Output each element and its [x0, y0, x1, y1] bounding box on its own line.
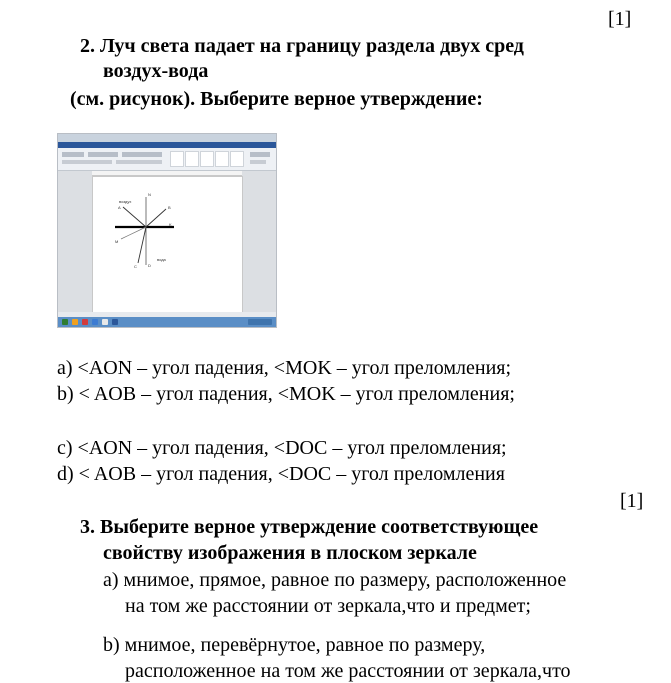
option-2d: d) < AOB – угол падения, <DOC – угол преломления: [57, 463, 505, 485]
thumb-titlebar: [58, 134, 276, 142]
point-label-k: K: [169, 222, 172, 227]
question-2-title-line2: воздух-вода: [103, 60, 209, 82]
thumb-document-page: [92, 176, 243, 318]
point-label-a: A: [118, 205, 121, 210]
point-label-m: M: [115, 239, 119, 244]
question-2-title-line1: 2. Луч света падает на границу раздела двух сред: [80, 35, 524, 57]
option-3b-line1: b) мнимое, перевёрнутое, равное по размеру,: [103, 634, 486, 656]
point-label-d: D: [148, 263, 151, 268]
score-mark-q2: [1]: [608, 8, 632, 30]
refracted-ray: [138, 227, 146, 263]
option-3a-line2: на том же расстоянии от зеркала,что и предмет;: [125, 595, 531, 617]
reflected-ray: [146, 209, 166, 227]
label-air: воздух: [119, 199, 132, 204]
option-2a: a) <AON – угол падения, <MOK – угол преломления;: [57, 357, 512, 379]
question-2-title-line3: (см. рисунок). Выберите верное утверждение:: [70, 88, 483, 110]
option-2c: c) <AON – угол падения, <DOC – угол преломления;: [57, 437, 507, 459]
point-label-n: N: [148, 192, 151, 197]
point-label-b: B: [168, 205, 171, 210]
question-3-title-line2: свойству изображения в плоском зеркале: [103, 542, 477, 564]
secondary-ray: [121, 227, 146, 239]
option-3a-line1: a) мнимое, прямое, равное по размеру, расположенное: [103, 569, 567, 591]
label-water: вода: [157, 257, 166, 262]
refraction-diagram: [93, 177, 244, 319]
option-2b: b) < AOB – угол падения, <MOK – угол преломления;: [57, 383, 515, 405]
incident-ray: [123, 207, 146, 227]
thumb-ribbon: [58, 148, 276, 171]
option-3b-line2: расположенное на том же расстоянии от зеркала,что: [125, 660, 571, 682]
score-mark-q3: [1]: [620, 490, 644, 512]
figure-screenshot: [57, 133, 277, 328]
point-label-c: C: [134, 264, 137, 269]
thumb-taskbar: [58, 317, 276, 327]
question-3-title-line1: 3. Выберите верное утверждение соответствующее: [80, 516, 539, 538]
